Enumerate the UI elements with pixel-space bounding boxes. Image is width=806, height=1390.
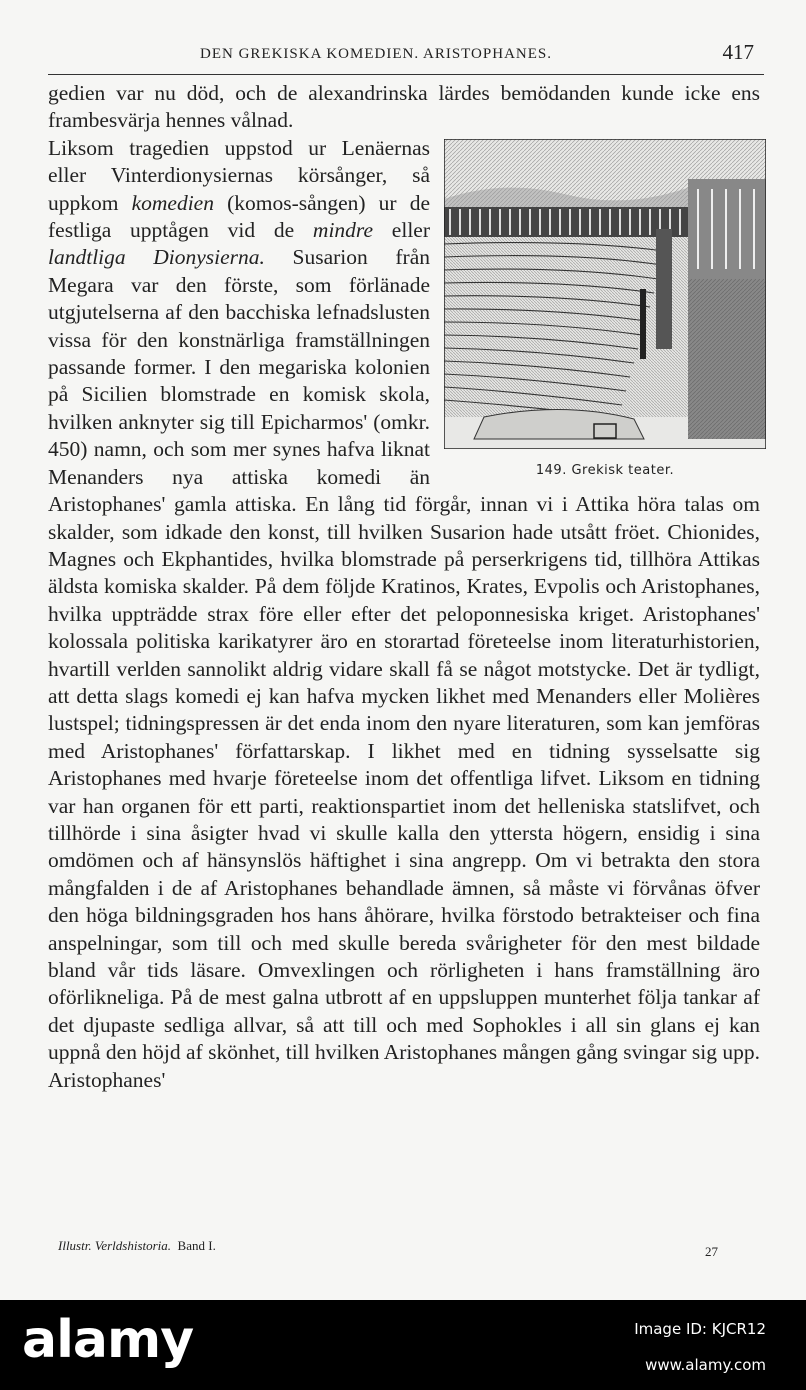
alamy-logo: alamy [22, 1310, 194, 1370]
text-run: Susarion från Megara var den förste, som förlänade utgjutelserna af den bacchiska lefnadslusten vissa för den konstnärliga framställningen passande former. I den megariska kolonien på Sicilien blomstrade en komisk skola, hvilken anknyter sig till Epicharmos' (omkr. 450) namn, och som mer synes hafva liknat Menanders nya attiska komedi än Aristophanes' gamla attiska. En lång tid förgår, innan vi i Attika höra talas om skalder, som idkade den konst, till hvilken Susarion hade utsått fröet. Chionides, Magnes och Ekphantides, hvilka blomstrade på perserkrigens tid, tillhöra Attikas äldsta komiska skalder. På dem följde Kratinos, Krates, Evpolis och Aristophanes, hvilka uppträdde strax före eller efter det peloponnesiska kriget. Aristophanes' kolossala politiska karikatyrer äro en storartad företeelse inom literaturhistorien, hvartill verlden sannolikt aldrig vidare skall få se något motstycke. Det är tydligt, att detta slags komedi ej kan hafva mycken likhet med Menanders eller Molières lustspel; tidningspressen är det enda inom den nyare literaturen, som kan jemföras med Aristophanes' författarskap. I likhet med en tidning sysselsatte sig Aristophanes med hvarje företeelse inom det offentliga lifvet. Liksom en tidning var han organen för ett parti, reaktionspartiet inom det helleniska statslifvet, och tillhörde i sina åsigter hvad vi skulle kalla den yttersta högern, ensidig i sina omdömen och af hänsynslös häftighet i sina angrepp. Om vi betrakta den stora mångfalden i de af Aristophanes behandlade ämnen, så måste vi förvånas öfver den höga bildningsgraden hos hans åhörare, hvilka förstodo betrakteiser och fina anspelningar, som till och med skulle bereda svårigheter för den mest bildade bland vår tids läsare. Omvexlingen och rörligheten i hans framställning äro oförlikneliga. På de mest galna utbrott af en uppsluppen munterhet följa tankar af det djupaste sedliga allvar, så att till och med Sophokles i all sin glans ej kan uppnå den höjd af skönhet, till hvilken Aristophanes mången gång svingar sig upp. Aristophanes' [48, 245, 760, 1092]
page-footer [58, 1236, 718, 1260]
paragraph-continued: gedien var nu död, och de alexandrinska lärdes bemödanden kunde icke ens frambesvärja hennes vålnad. [48, 81, 760, 133]
sheet-signature: 27 [705, 1244, 718, 1259]
body-text [48, 80, 760, 1094]
figure-caption: 149. Grekisk teater. [535, 462, 675, 478]
emphasis-mindre: mindre [312, 218, 374, 243]
stock-watermark-banner [0, 1300, 806, 1390]
emphasis-landtliga-dionysierna: landtliga Dionysierna. [48, 245, 265, 270]
site-url: www.alamy.com [645, 1356, 766, 1374]
text-run: eller [373, 218, 431, 243]
image-id: Image ID: KJCR12 [634, 1320, 766, 1338]
figure-greek-theatre [444, 139, 766, 484]
text-run: Liksom tragedien uppstod ur Lenäernas eller Vinterdionysiernas körsånger, så uppkom [48, 135, 430, 215]
series-title: Illustr. Verldshistoria. Band I. [58, 1238, 216, 1253]
greek-theatre-engraving [444, 139, 766, 449]
emphasis-komedien: komedien [131, 190, 214, 215]
text-run: (komos-sången) ur de festliga upptågen vid de [48, 190, 430, 243]
running-head [48, 40, 764, 75]
running-title: DEN GREKISKA KOMEDIEN. ARISTOPHANES. [200, 46, 552, 62]
page-number: 417 [722, 40, 754, 64]
volume-label: Band I. [177, 1238, 216, 1253]
